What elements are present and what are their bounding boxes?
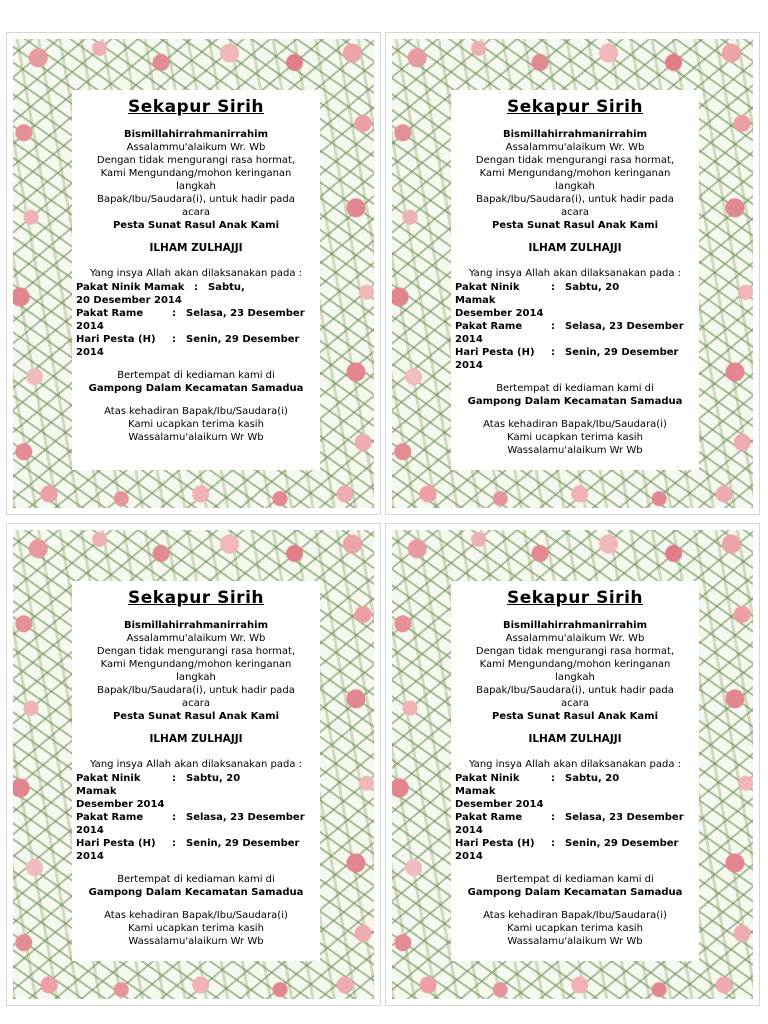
schedule-row-continuation [76, 850, 312, 863]
schedule-date [551, 772, 691, 798]
schedule-date [172, 837, 312, 850]
closing-line: Wassalamu'alaikum Wr Wb [507, 445, 643, 456]
schedule-row [76, 333, 312, 346]
schedule-date [172, 307, 312, 320]
opening-line: Bismillahirrahmanirrahim [123, 620, 269, 631]
schedule-date-tail: 20 Desember 2014 [76, 295, 182, 306]
invitation-text-panel [72, 581, 320, 961]
venue-intro: Bertempat di kediaman kami di [496, 383, 654, 394]
closing-line: Wassalamu'alaikum Wr Wb [128, 936, 264, 947]
schedule-date-text: Selasa, 23 Desember [186, 308, 305, 319]
schedule-row [76, 772, 312, 798]
schedule-date-tail: 2014 [455, 360, 483, 371]
schedule-date-tail: 2014 [455, 825, 483, 836]
schedule-row-continuation [455, 359, 691, 372]
schedule-date-tail: Desember 2014 [76, 799, 165, 810]
schedule-date-text: Sabtu, 20 [565, 773, 620, 784]
schedule-date-tail: 2014 [455, 851, 483, 862]
closing-line: Wassalamu'alaikum Wr Wb [128, 432, 264, 443]
closing-line: Atas kehadiran Bapak/Ibu/Saudara(i) [104, 910, 288, 921]
schedule-label: Pakat Ninik Mamak [76, 282, 185, 293]
schedule-row-continuation [76, 346, 312, 359]
schedule-row-continuation [455, 333, 691, 346]
schedule-list [451, 281, 699, 372]
schedule-label: Hari Pesta (H) [76, 334, 156, 345]
schedule-row [455, 772, 691, 798]
closing-line: Wassalamu'alaikum Wr Wb [507, 936, 643, 947]
schedule-date [551, 320, 691, 333]
schedule-intro: Yang insya Allah akan dilaksanakan pada : [89, 759, 303, 770]
schedule-date [194, 281, 312, 294]
invitation-card [6, 32, 381, 515]
schedule-date [172, 772, 312, 798]
schedule-row [455, 281, 691, 307]
schedule-row [455, 320, 691, 333]
schedule-label: Pakat Rame [455, 812, 523, 823]
greeting-line: Assalammu'alaikum Wr. Wb [126, 142, 266, 153]
invitation-title: Sekapur Sirih [127, 97, 264, 117]
schedule-row [76, 281, 312, 294]
schedule-colon: : [551, 838, 555, 849]
schedule-row-continuation [455, 798, 691, 811]
schedule-date-tail: 2014 [76, 321, 104, 332]
body-line: Bapak/Ibu/Saudara(i), untuk hadir pada [476, 194, 674, 205]
schedule-row [76, 811, 312, 824]
body-line: Kami Mengundang/mohon keringanan [479, 659, 671, 670]
schedule-label: Pakat Rame [76, 308, 144, 319]
schedule-row [455, 837, 691, 850]
schedule-colon: : [551, 282, 555, 293]
schedule-row-continuation [76, 824, 312, 837]
child-name: ILHAM ZULHAJJI [528, 242, 622, 254]
schedule-intro: Yang insya Allah akan dilaksanakan pada : [89, 268, 303, 279]
schedule-list [451, 772, 699, 863]
schedule-label: Hari Pesta (H) [455, 838, 535, 849]
opening-line: Bismillahirrahmanirrahim [502, 129, 648, 140]
schedule-colon: : [172, 334, 176, 345]
body-line: Dengan tidak mengurangi rasa hormat, [475, 646, 675, 657]
schedule-colon: : [172, 838, 176, 849]
invitation-title: Sekapur Sirih [506, 97, 643, 117]
body-line: Dengan tidak mengurangi rasa hormat, [96, 155, 296, 166]
schedule-intro: Yang insya Allah akan dilaksanakan pada : [468, 759, 682, 770]
schedule-label: Pakat Ninik Mamak [455, 282, 520, 306]
schedule-date-text: Senin, 29 Desember [565, 347, 679, 358]
venue-intro: Bertempat di kediaman kami di [117, 370, 275, 381]
event-line: Pesta Sunat Rasul Anak Kami [112, 220, 280, 231]
schedule-date-text: Sabtu, 20 [565, 282, 620, 293]
invitation-card [385, 523, 760, 1006]
schedule-date-text: Senin, 29 Desember [186, 334, 300, 345]
body-line: Kami Mengundang/mohon keringanan [479, 168, 671, 179]
closing-line: Kami ucapkan terima kasih [128, 923, 264, 934]
schedule-date-tail: 2014 [455, 334, 483, 345]
body-line: langkah [176, 181, 216, 192]
schedule-label: Pakat Ninik Mamak [455, 773, 520, 797]
event-line: Pesta Sunat Rasul Anak Kami [112, 711, 280, 722]
body-line: acara [182, 207, 210, 218]
body-line: langkah [176, 672, 216, 683]
body-line: Dengan tidak mengurangi rasa hormat, [475, 155, 675, 166]
schedule-colon: : [551, 812, 555, 823]
body-line: langkah [555, 181, 595, 192]
schedule-date [551, 811, 691, 824]
invitation-text-panel [451, 581, 699, 961]
body-line: Kami Mengundang/mohon keringanan [100, 659, 292, 670]
schedule-list [72, 281, 320, 359]
body-line: Bapak/Ibu/Saudara(i), untuk hadir pada [97, 685, 295, 696]
schedule-row [76, 307, 312, 320]
schedule-row-continuation [76, 320, 312, 333]
closing-line: Atas kehadiran Bapak/Ibu/Saudara(i) [104, 406, 288, 417]
schedule-date [172, 811, 312, 824]
schedule-date [551, 346, 691, 359]
venue-intro: Bertempat di kediaman kami di [117, 874, 275, 885]
schedule-date-tail: 2014 [76, 851, 104, 862]
schedule-date-tail: 2014 [76, 347, 104, 358]
schedule-row [455, 811, 691, 824]
greeting-line: Assalammu'alaikum Wr. Wb [126, 633, 266, 644]
schedule-colon: : [551, 773, 555, 784]
child-name: ILHAM ZULHAJJI [149, 733, 243, 745]
body-line: Kami Mengundang/mohon keringanan [100, 168, 292, 179]
closing-line: Atas kehadiran Bapak/Ibu/Saudara(i) [483, 910, 667, 921]
invitation-title: Sekapur Sirih [127, 588, 264, 608]
schedule-colon: : [172, 308, 176, 319]
opening-line: Bismillahirrahmanirrahim [123, 129, 269, 140]
schedule-row-continuation [76, 294, 312, 307]
schedule-label: Pakat Rame [455, 321, 523, 332]
schedule-date-tail: Desember 2014 [455, 799, 544, 810]
schedule-date-tail: Desember 2014 [455, 308, 544, 319]
greeting-line: Assalammu'alaikum Wr. Wb [505, 633, 645, 644]
venue-line: Gampong Dalam Kecamatan Samadua [467, 396, 683, 407]
schedule-date-text: Sabtu, [208, 282, 245, 293]
closing-line: Kami ucapkan terima kasih [128, 419, 264, 430]
body-line: Bapak/Ibu/Saudara(i), untuk hadir pada [476, 685, 674, 696]
schedule-date-tail: 2014 [76, 825, 104, 836]
closing-line: Kami ucapkan terima kasih [507, 432, 643, 443]
closing-line: Atas kehadiran Bapak/Ibu/Saudara(i) [483, 419, 667, 430]
schedule-row-continuation [455, 824, 691, 837]
schedule-colon: : [172, 812, 176, 823]
body-line: Bapak/Ibu/Saudara(i), untuk hadir pada [97, 194, 295, 205]
schedule-row [455, 346, 691, 359]
schedule-colon: : [194, 282, 198, 293]
venue-line: Gampong Dalam Kecamatan Samadua [467, 887, 683, 898]
schedule-colon: : [551, 321, 555, 332]
opening-line: Bismillahirrahmanirrahim [502, 620, 648, 631]
schedule-date-text: Selasa, 23 Desember [186, 812, 305, 823]
schedule-date-text: Selasa, 23 Desember [565, 812, 684, 823]
invitation-text-panel [451, 90, 699, 470]
venue-line: Gampong Dalam Kecamatan Samadua [88, 887, 304, 898]
schedule-row-continuation [455, 850, 691, 863]
schedule-colon: : [172, 773, 176, 784]
body-line: acara [561, 207, 589, 218]
invitation-title: Sekapur Sirih [506, 588, 643, 608]
schedule-date-text: Senin, 29 Desember [186, 838, 300, 849]
invitation-card [6, 523, 381, 1006]
schedule-row-continuation [76, 798, 312, 811]
schedule-row-continuation [455, 307, 691, 320]
schedule-date-text: Sabtu, 20 [186, 773, 241, 784]
child-name: ILHAM ZULHAJJI [528, 733, 622, 745]
invitation-text-panel [72, 90, 320, 470]
invitation-card [385, 32, 760, 515]
body-line: acara [182, 698, 210, 709]
schedule-label: Hari Pesta (H) [455, 347, 535, 358]
schedule-colon: : [551, 347, 555, 358]
child-name: ILHAM ZULHAJJI [149, 242, 243, 254]
schedule-label: Pakat Ninik Mamak [76, 773, 141, 797]
body-line: langkah [555, 672, 595, 683]
schedule-date [551, 281, 691, 307]
schedule-list [72, 772, 320, 863]
closing-line: Kami ucapkan terima kasih [507, 923, 643, 934]
greeting-line: Assalammu'alaikum Wr. Wb [505, 142, 645, 153]
schedule-row [76, 837, 312, 850]
schedule-label: Hari Pesta (H) [76, 838, 156, 849]
schedule-date-text: Senin, 29 Desember [565, 838, 679, 849]
body-line: acara [561, 698, 589, 709]
body-line: Dengan tidak mengurangi rasa hormat, [96, 646, 296, 657]
schedule-date [551, 837, 691, 850]
schedule-label: Pakat Rame [76, 812, 144, 823]
venue-intro: Bertempat di kediaman kami di [496, 874, 654, 885]
schedule-date-text: Selasa, 23 Desember [565, 321, 684, 332]
schedule-date [172, 333, 312, 346]
schedule-intro: Yang insya Allah akan dilaksanakan pada : [468, 268, 682, 279]
event-line: Pesta Sunat Rasul Anak Kami [491, 711, 659, 722]
venue-line: Gampong Dalam Kecamatan Samadua [88, 383, 304, 394]
event-line: Pesta Sunat Rasul Anak Kami [491, 220, 659, 231]
